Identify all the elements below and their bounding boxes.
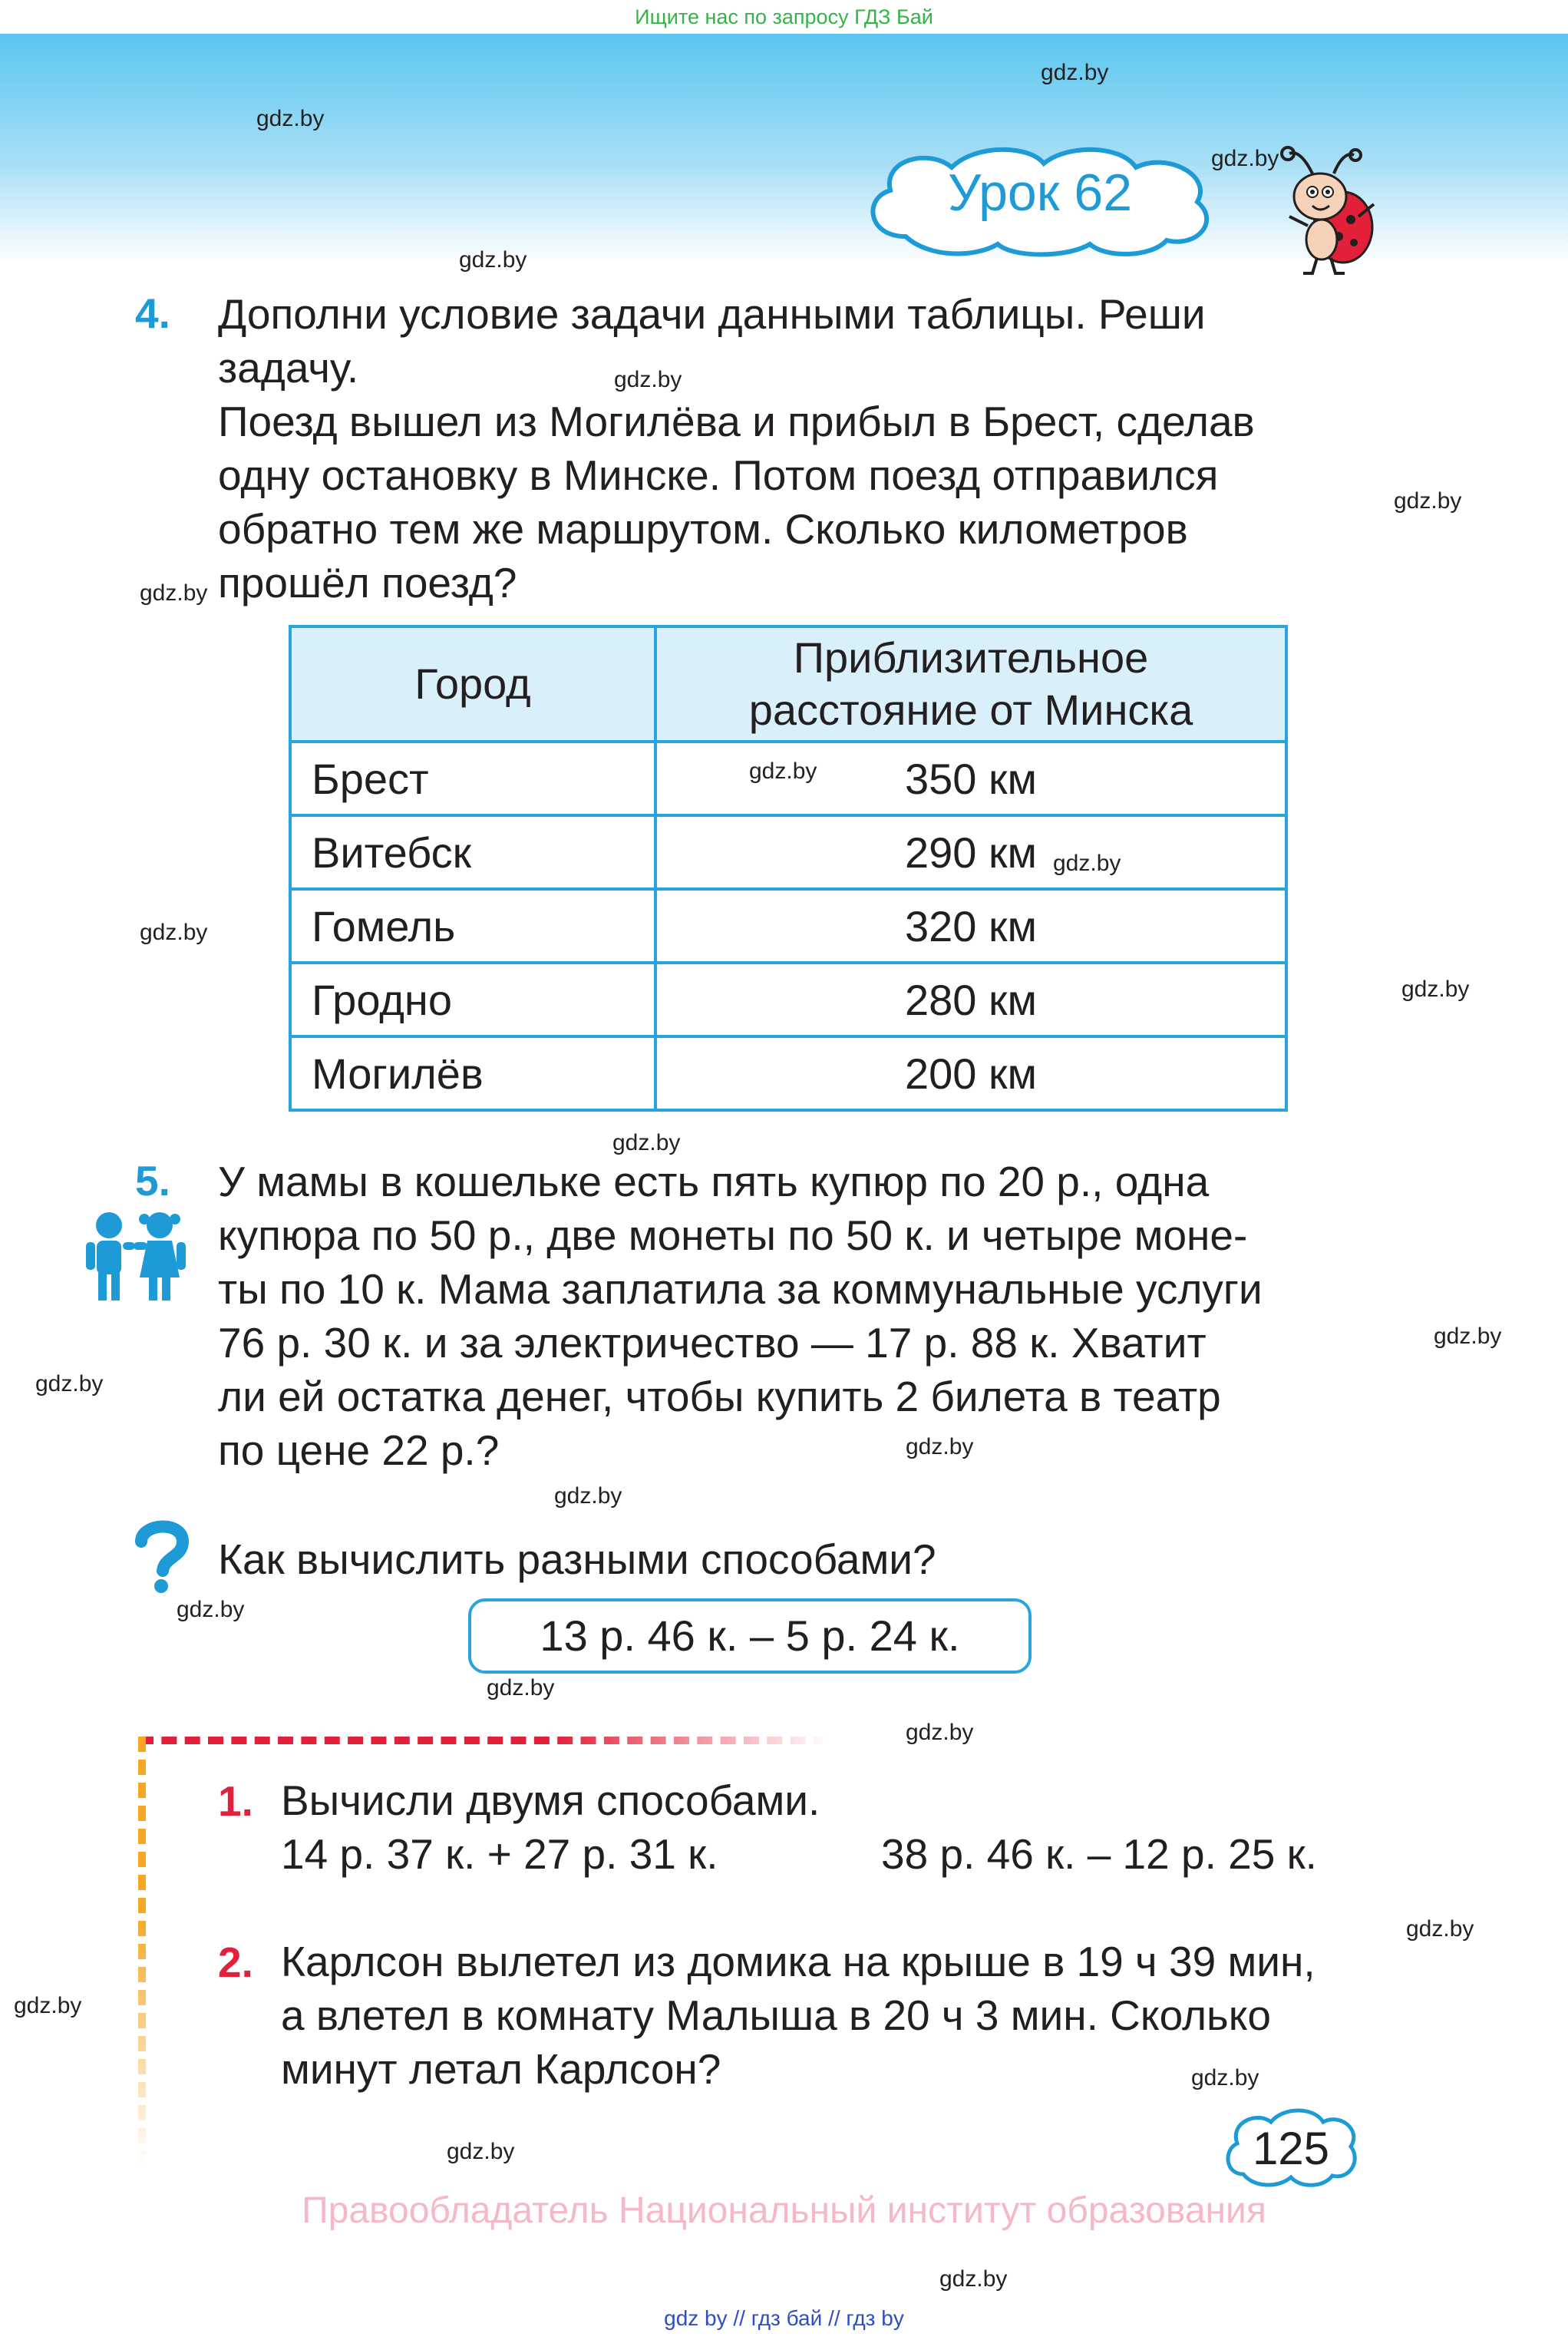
watermark: gdz.by [749,759,817,784]
extra2-line: минут летал Карлсон? [281,2045,721,2093]
city-cell: Брест [290,742,655,815]
dashed-divider-top [138,1737,829,1744]
watermark: gdz.by [554,1483,622,1509]
watermark: gdz.by [1394,488,1462,514]
watermark: gdz.by [614,367,682,392]
watermark: gdz.by [459,247,527,273]
task4-line: прошёл поезд? [218,559,517,606]
extra1-title: Вычисли двумя способами. [281,1776,820,1824]
top-banner[interactable]: Ищите нас по запросу ГДЗ Бай [0,0,1568,34]
watermark: gdz.by [939,2266,1008,2292]
children-icon [83,1210,189,1302]
task4-line: обратно тем же маршрутом. Сколько километров [218,505,1188,553]
extra1-expression-b: 38 р. 46 к. – 12 р. 25 к. [881,1830,1317,1878]
table-header-row [290,626,1286,742]
watermark: gdz.by [1191,2065,1259,2090]
watermark: gdz.by [487,1675,555,1700]
header-distance-line1: Приблизительное [793,633,1149,682]
watermark: gdz.by [1041,60,1109,85]
extra2-line: Карлсон вылетел из домика на крыше в 19 ч 39 мин, [281,1938,1315,1985]
watermark: gdz.by [612,1130,681,1155]
page-number: 125 [1252,2123,1330,2174]
table-row [290,963,1286,1036]
task5-number: 5. [135,1157,170,1205]
watermark: gdz.by [447,2139,515,2164]
task4-number: 4. [135,289,170,337]
watermark: gdz.by [906,1434,974,1459]
watermark: gdz.by [35,1371,104,1396]
table-row [290,742,1286,815]
question-mark-icon [130,1517,193,1594]
task4-line: Поезд вышел из Могилёва и прибыл в Брест, сделав [218,398,1255,445]
watermark: gdz.by [1401,977,1470,1002]
header-city: Город [290,626,655,742]
task4-line: Дополни условие задачи данными таблицы. Реши [218,290,1206,338]
watermark: gdz.by [140,580,208,606]
extra2-line: а влетел в комнату Малыша в 20 ч 3 мин. Сколько [281,1991,1271,2039]
extra2-number: 2. [218,1938,253,1986]
distance-table [289,625,1288,1112]
header-distance [655,626,1286,742]
distance-cell: 350 км [655,742,1286,815]
task5-line: купюра по 50 р., две монеты по 50 к. и четыре моне- [218,1211,1248,1259]
task4-line: задачу. [218,344,359,392]
watermark: gdz.by [1434,1324,1502,1349]
watermark: gdz.by [140,920,208,945]
task4-line: одну остановку в Минске. Потом поезд отправился [218,451,1219,499]
city-cell: Гомель [290,889,655,963]
watermark: gdz.by [1053,851,1121,876]
distance-cell: 290 км [655,815,1286,889]
task5-line: У мамы в кошельке есть пять купюр по 20 р., одна [218,1158,1210,1205]
extra1-number: 1. [218,1777,253,1825]
task5-line: по цене 22 р.? [218,1426,500,1474]
watermark: gdz.by [906,1720,974,1745]
bottom-links[interactable]: gdz by // гдз бай // гдз by [664,2306,904,2330]
task5-line: 76 р. 30 к. и за электричество — 17 р. 88 к. Хватит [218,1319,1207,1367]
distance-cell: 320 км [655,889,1286,963]
watermark: gdz.by [256,106,325,131]
city-cell: Витебск [290,815,655,889]
city-cell: Могилёв [290,1036,655,1110]
extra1-expression-a: 14 р. 37 к. + 27 р. 31 к. [281,1830,718,1878]
dashed-divider-left [138,1737,146,2166]
watermark: gdz.by [177,1597,245,1622]
table-row [290,815,1286,889]
task5-line: ли ей остатка денег, чтобы купить 2 билета в театр [218,1373,1221,1420]
distance-cell: 280 км [655,963,1286,1036]
ladybug-icon [1274,143,1378,278]
task5-line: ты по 10 к. Мама заплатила за коммунальные услуги [218,1265,1263,1313]
city-cell: Гродно [290,963,655,1036]
watermark: gdz.by [14,1993,82,2018]
distance-cell: 200 км [655,1036,1286,1110]
table-row [290,1036,1286,1110]
table-row [290,889,1286,963]
header-distance-line2: расстояние от Минска [748,686,1193,734]
copyright-footer: Правообладатель Национальный институт образования [302,2190,1266,2231]
question-text: Как вычислить разными способами? [218,1535,936,1583]
watermark: gdz.by [1211,146,1279,171]
question-expression: 13 р. 46 к. – 5 р. 24 к. [468,1598,1032,1674]
watermark: gdz.by [1406,1916,1474,1942]
lesson-title: Урок 62 [947,164,1133,222]
